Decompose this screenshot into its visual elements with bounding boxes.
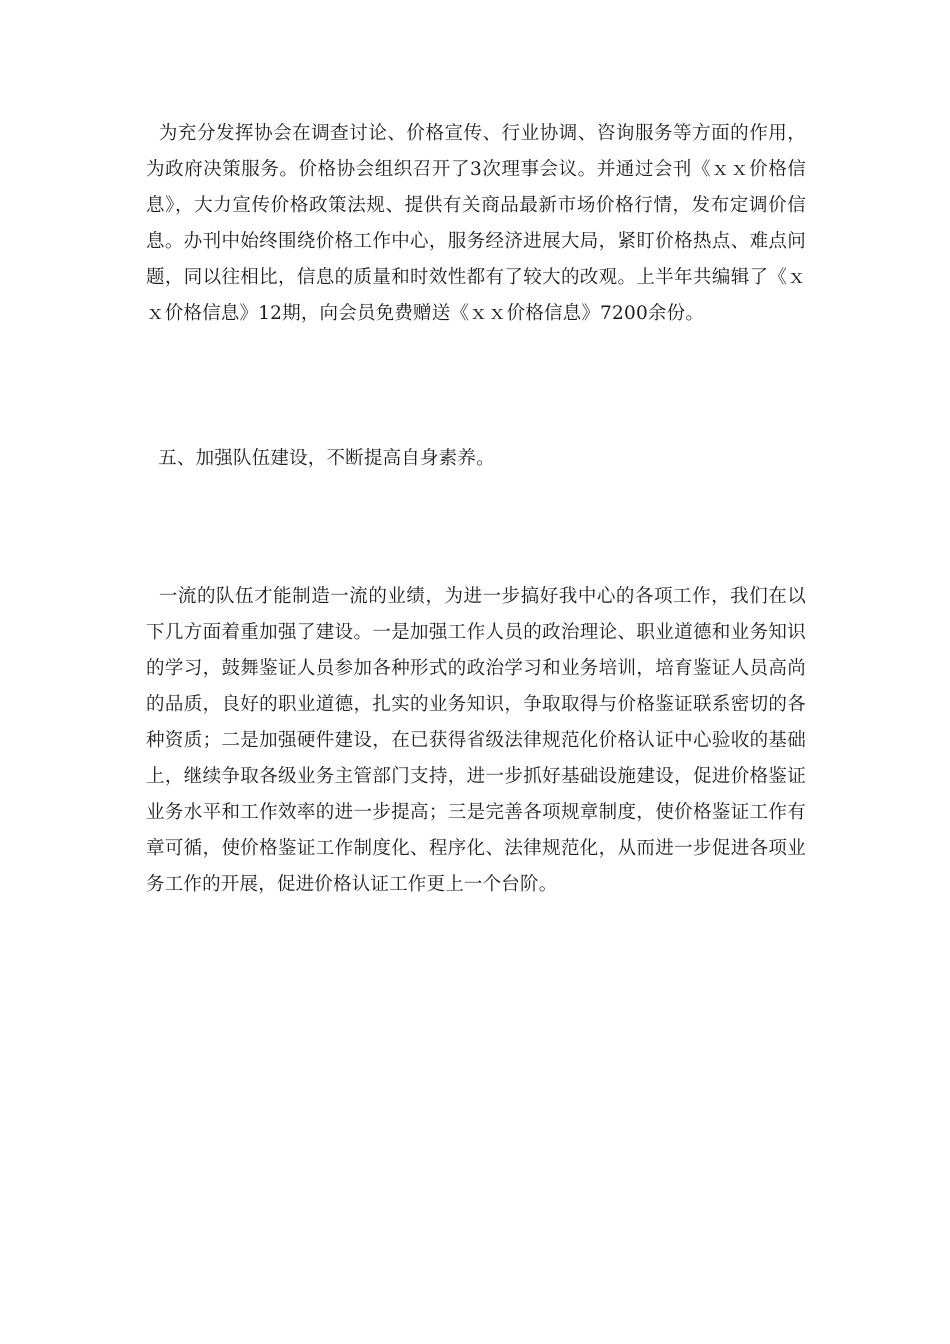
section-heading-team-building: 五、加强队伍建设，不断提高自身素养。 [146, 448, 495, 469]
paragraph-team-building: 一流的队伍才能制造一流的业绩，为进一步搞好我中心的各项工作，我们在以下几方面着重加强了建设。一是加强工作人员的政治理论、职业道德和业务知识的学习，鼓舞鉴证人员参加各种形式的政治学习和业务培训，培育鉴证人员高尚的品质，良好的职业道德，扎实的业务知识，争取取得与价格鉴证联系密切的各种资质；二是加强硬件建设，在已获得省级法律规范化价格认证中心验收的基础上，继续争取各级业务主管部门支持，进一步抓好基础设施建设，促进价格鉴证业务水平和工作效率的进一步提高；三是完善各项规章制度，使价格鉴证工作有章可循，使价格鉴证工作制度化、程序化、法律规范化，从而进一步促进各项业务工作的开展，促进价格认证工作更上一个台阶。 [146, 586, 806, 895]
paragraph-publication-work: 为充分发挥协会在调查讨论、价格宣传、行业协调、咨询服务等方面的作用，为政府决策服务。价格协会组织召开了3次理事会议。并通过会刊《ｘｘ价格信息》，大力宣传价格政策法规、提供有关商品最新市场价格行情，发布定调价信息。办刊中始终围绕价格工作中心，服务经济进展大局，紧盯价格热点、难点问题，同以往相比，信息的质量和时效性都有了较大的改观。上半年共编辑了《ｘｘ价格信息》12期，向会员免费赠送《ｘｘ价格信息》7200余份。 [146, 123, 806, 324]
